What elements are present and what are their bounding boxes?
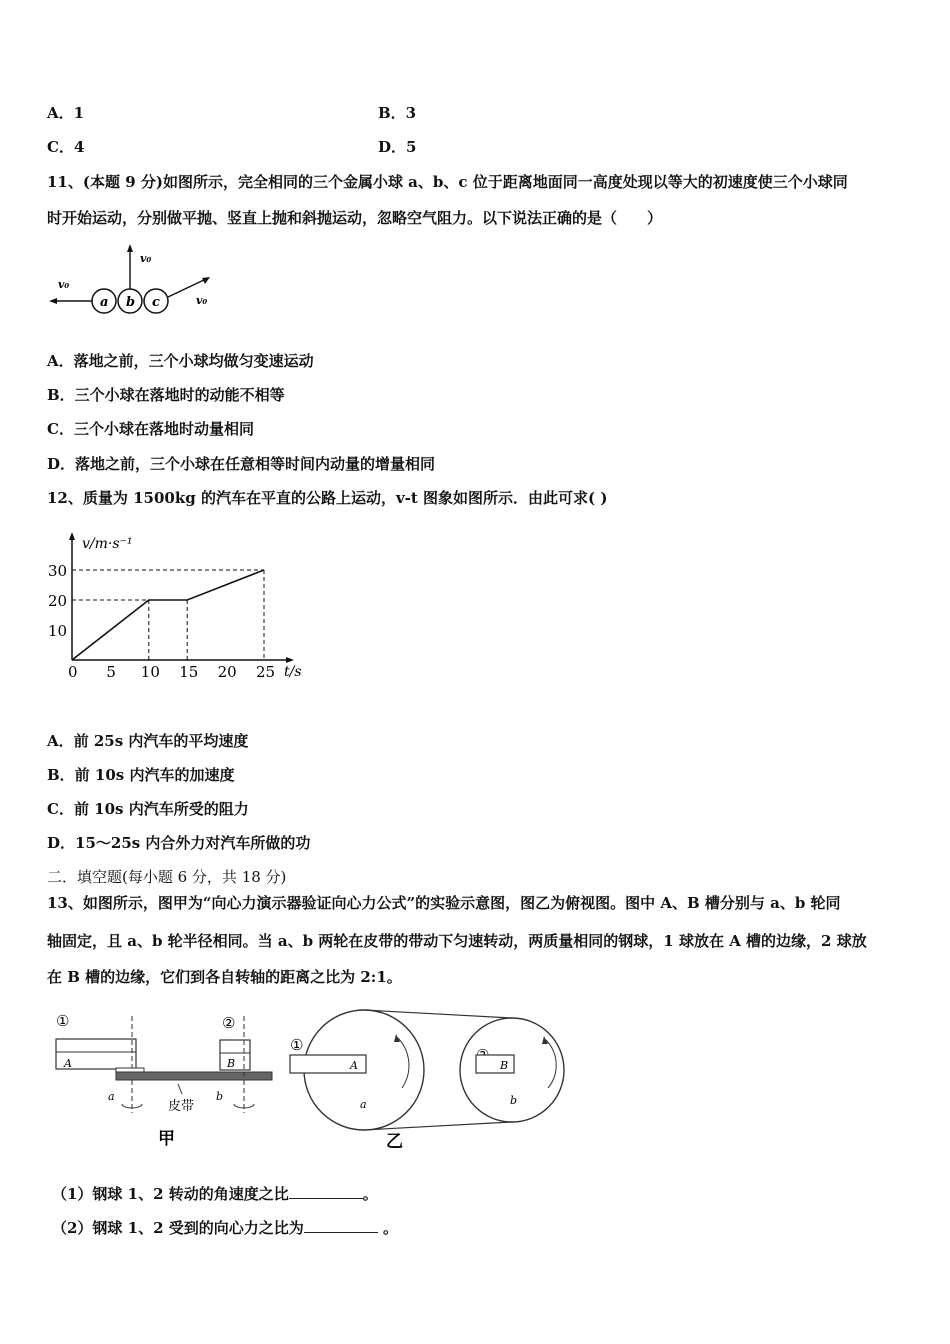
- q11-projectile-figure: [44, 240, 224, 320]
- yi-slot-b: [476, 1055, 514, 1073]
- jia-wheel-a-label: a: [108, 1090, 115, 1103]
- q11-stem-line2: 时开始运动，分别做平抛、竖直上抛和斜抛运动，忽略空气阻力。以下说法正确的是（ ）: [47, 209, 663, 227]
- jia-slot-a-label: A: [64, 1057, 72, 1070]
- jia-wheel-b-label: b: [216, 1090, 224, 1103]
- ball-b-label: b: [126, 295, 136, 310]
- y-tick-label-30: 30: [48, 562, 68, 580]
- q11-v0-oblique-label: v₀: [196, 294, 208, 307]
- q13-sub1: [52, 1183, 378, 1204]
- x-tick-label-25: 25: [256, 663, 276, 681]
- x-tick-label-20: 20: [217, 663, 237, 681]
- y-axis-label: v/m·s⁻¹: [82, 536, 133, 552]
- yi-wheel-a-label: a: [360, 1098, 367, 1111]
- q10-option-b: B．3: [378, 104, 417, 122]
- ball-a-label: a: [100, 295, 109, 310]
- q12-option-b: B．前 10s 内汽车的加速度: [47, 766, 235, 784]
- jia-belt: [116, 1072, 272, 1080]
- yi-wheel-b-label: b: [510, 1094, 518, 1107]
- y-tick-label-10: 10: [48, 622, 68, 640]
- q13-stem-line2: 轴固定，且 a、b 轮半径相同。当 a、b 两轮在皮带的带动下匀速转动，两质量相同的钢球，1 球放在 A 槽的边缘，2 球放: [47, 932, 867, 950]
- q13-sub2-end: 。: [377, 1219, 398, 1237]
- q11-v0-up-label: v₀: [140, 252, 152, 265]
- q12-option-d: D．15～25s 内合外力对汽车所做的功: [47, 834, 311, 852]
- jia-slot-b-label: B: [227, 1057, 236, 1070]
- q13-sub2-text: （2）钢球 1、2 受到的向心力之比为: [52, 1219, 304, 1237]
- y-axis-arrow: [69, 532, 75, 540]
- q13-sub1-text: （1）钢球 1、2 转动的角速度之比: [52, 1185, 289, 1203]
- x-axis-arrow: [286, 657, 294, 663]
- q10-option-c: C．4: [47, 138, 85, 156]
- q11-v0-left-label: v₀: [58, 278, 70, 291]
- q13-sub1-end: 。: [362, 1185, 378, 1203]
- yi-caption: 乙: [386, 1132, 403, 1152]
- jia-caption: 甲: [158, 1129, 175, 1149]
- q13-sub1-blank[interactable]: [289, 1184, 363, 1199]
- jia-ball1-label: ①: [56, 1012, 70, 1030]
- y-tick-label-20: 20: [48, 592, 68, 610]
- q12-stem: 12、质量为 1500kg 的汽车在平直的公路上运动，v-t 图象如图所示．由此可求( ): [47, 489, 608, 507]
- velocity-series-line: [72, 570, 264, 660]
- jia-belt-label: 皮带: [168, 1099, 195, 1114]
- q13-figure-jia: [44, 1008, 284, 1153]
- q13-sub2: [52, 1217, 398, 1238]
- q11-option-d: D．落地之前，三个小球在任意相等时间内动量的增量相同: [47, 455, 436, 473]
- q11-option-c: C．三个小球在落地时动量相同: [47, 420, 254, 438]
- q10-option-d: D．5: [378, 138, 417, 156]
- x-axis-label: t/s: [284, 664, 302, 680]
- q11-option-b: B．三个小球在落地时的动能不相等: [47, 386, 285, 404]
- x-tick-label-15: 15: [179, 663, 199, 681]
- q13-sub2-blank[interactable]: [304, 1218, 378, 1233]
- yi-slot-b-label: B: [500, 1059, 509, 1072]
- yi-slot-a-label: A: [350, 1059, 358, 1072]
- yi-ball1-label: ①: [290, 1036, 304, 1054]
- q12-option-c: C．前 10s 内汽车所受的阻力: [47, 800, 249, 818]
- x-tick-label-5: 5: [106, 663, 116, 681]
- q10-option-a: A．1: [47, 104, 85, 122]
- q12-option-a: A．前 25s 内汽车的平均速度: [47, 732, 249, 750]
- q13-stem-line1: 13、如图所示，图甲为“向心力演示器验证向心力公式”的实验示意图，图乙为俯视图。图中 A、B 槽分别与 a、b 轮同: [47, 894, 841, 912]
- ball-c-label: c: [152, 295, 160, 310]
- jia-ball2-label: ②: [222, 1014, 236, 1032]
- q11-stem-line1: 11、(本题 9 分)如图所示，完全相同的三个金属小球 a、b、c 位于距离地面同一高度处现以等大的初速度使三个小球同: [47, 173, 848, 191]
- q13-figure-yi: [284, 1008, 574, 1153]
- x-tick-label-10: 10: [140, 663, 160, 681]
- q11-option-a: A．落地之前，三个小球均做匀变速运动: [47, 352, 314, 370]
- section-2-heading: 二．填空题(每小题 6 分，共 18 分): [47, 868, 287, 886]
- q12-vt-chart: [44, 528, 314, 683]
- q13-stem-line3: 在 B 槽的边缘，它们到各自转轴的距离之比为 2:1。: [47, 968, 402, 986]
- x-tick-label-0: 0: [68, 663, 78, 681]
